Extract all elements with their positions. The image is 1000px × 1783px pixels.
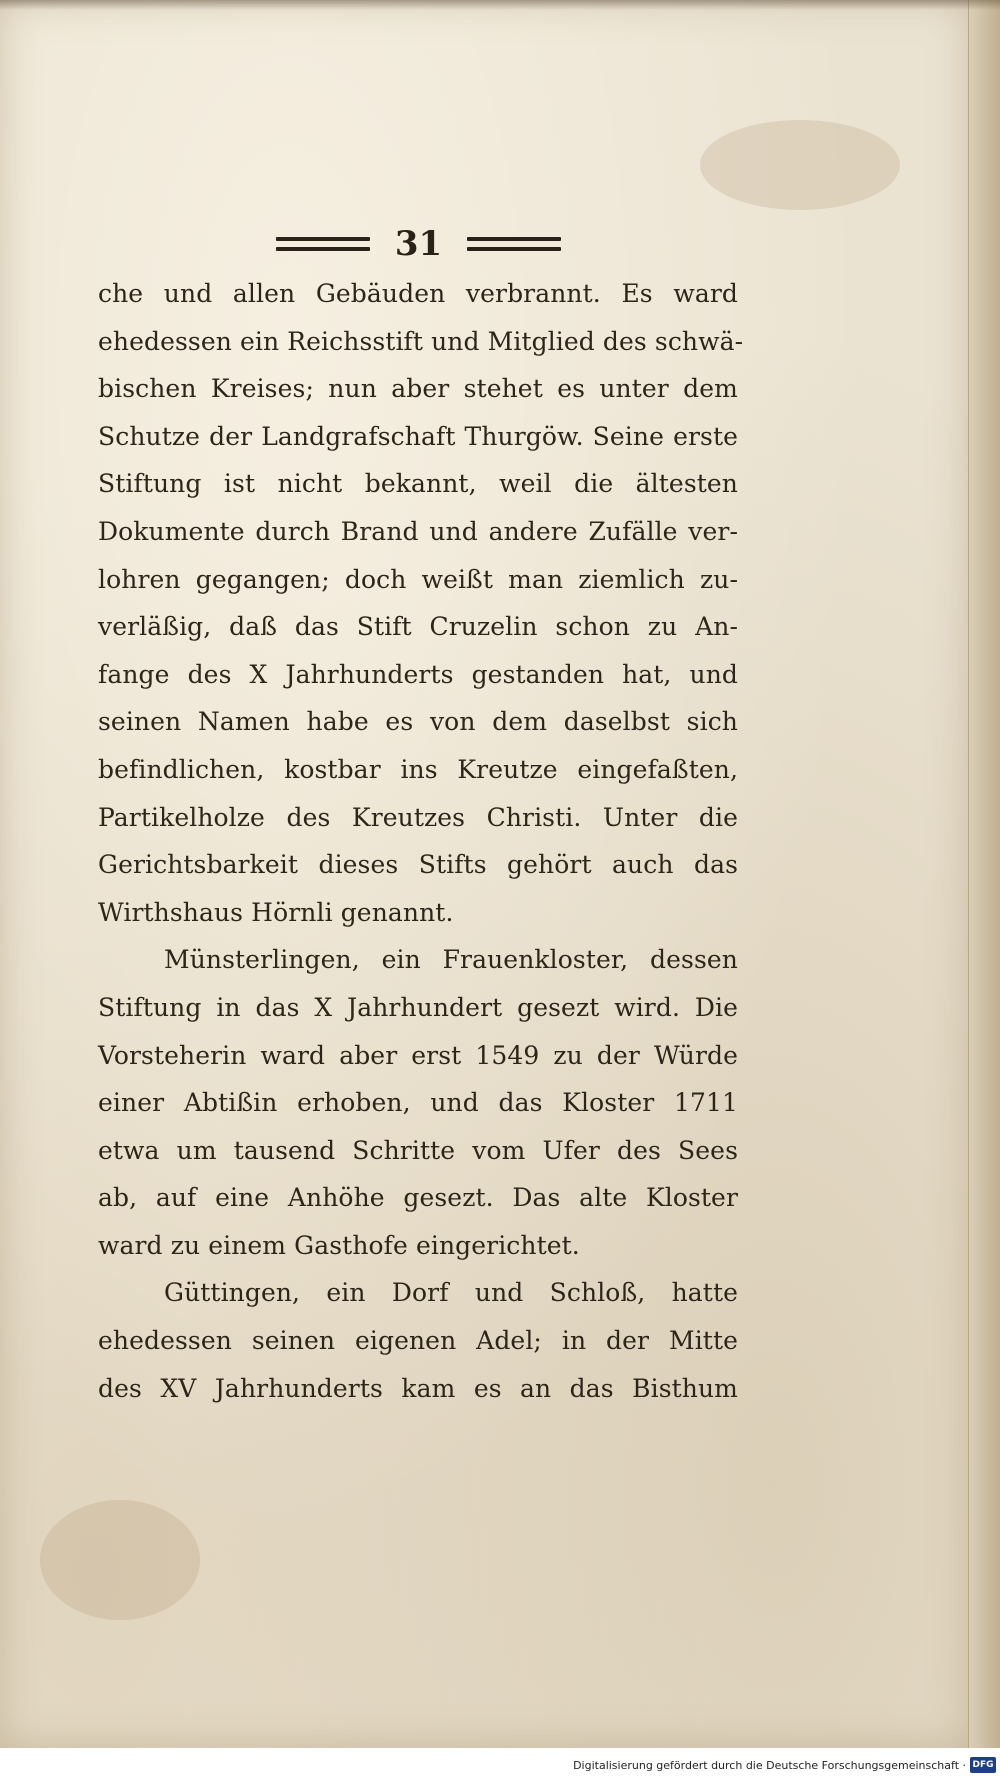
text-line: bischen Kreises; nun aber stehet es unter dem (98, 374, 738, 404)
text-line: seinen Namen habe es von dem daselbst sich (98, 707, 738, 737)
text-line: verläßig, daß das Stift Cruzelin schon zu An- (98, 612, 738, 642)
text-line: ward zu einem Gasthofe eingerichtet. (98, 1230, 580, 1260)
text-line: Münsterlingen, ein Frauenkloster, dessen (164, 945, 738, 975)
footer-credit: Digitalisierung gefördert durch die Deutsche Forschungsgemeinschaft · (573, 1759, 966, 1772)
text-line: Gerichtsbarkeit dieses Stifts gehört auch das (98, 850, 738, 880)
text-line: Dokumente durch Brand und andere Zufälle ver- (98, 516, 738, 546)
text-line: Vorsteherin ward aber erst 1549 zu der Würde (98, 1040, 738, 1070)
text-line: befindlichen, kostbar ins Kreutze eingefaßten, (98, 754, 738, 784)
text-line: Schutze der Landgrafschaft Thurgöw. Seine erste (98, 421, 738, 451)
text-line: ehedessen seinen eigenen Adel; in der Mitte (98, 1326, 738, 1356)
digitization-footer (0, 1748, 1000, 1783)
text-line: Güttingen, ein Dorf und Schloß, hatte (164, 1278, 738, 1308)
text-line: fange des X Jahrhunderts gestanden hat, und (98, 659, 738, 689)
text-line: che und allen Gebäuden verbrannt. Es ward (98, 279, 738, 308)
text-line: etwa um tausend Schritte vom Ufer des Sees (98, 1135, 738, 1165)
page-header (276, 224, 561, 264)
paper-stain (700, 120, 900, 210)
page-number: 31 (394, 224, 443, 264)
text-line: Wirthshaus Hörnli genannt. (98, 897, 454, 927)
body-text (98, 270, 744, 1412)
text-line: des XV Jahrhunderts kam es an das Bisthum (98, 1373, 738, 1403)
text-line: einer Abtißin erhoben, und das Kloster 1711 (98, 1088, 738, 1118)
text-line: ehedessen ein Reichsstift und Mitglied des schwä- (98, 326, 744, 356)
paper-stain (40, 1500, 200, 1620)
page-edge (968, 0, 1000, 1748)
page-top-shadow (0, 0, 1000, 10)
text-line: lohren gegangen; doch weißt man ziemlich zu- (98, 564, 738, 594)
header-rule-left (276, 237, 370, 251)
text-line: Stiftung in das X Jahrhundert gesezt wird. Die (98, 992, 738, 1022)
dfg-logo: DFG (970, 1757, 996, 1773)
header-rule-right (467, 237, 561, 251)
text-line: Partikelholze des Kreutzes Christi. Unter die (98, 802, 738, 832)
text-line: Stiftung ist nicht bekannt, weil die ältesten (98, 469, 738, 499)
text-line: ab, auf eine Anhöhe gesezt. Das alte Kloster (98, 1183, 738, 1213)
